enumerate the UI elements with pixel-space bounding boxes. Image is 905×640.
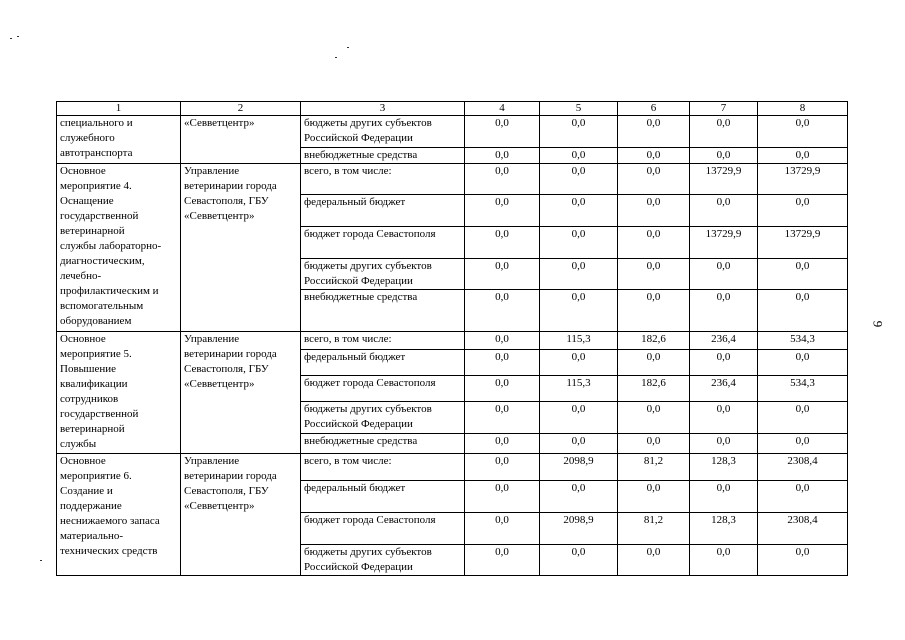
value-cell: 0,0 [758,290,848,332]
value-cell: 0,0 [758,148,848,164]
funding-source: всего, в том числе: [301,454,465,481]
event-name-line: Основное [60,165,106,177]
value-cell: 0,0 [618,481,690,513]
value-cell: 81,2 [618,454,690,481]
value-cell: 0,0 [618,402,690,434]
value-cell: 182,6 [618,332,690,350]
event-name [57,332,181,454]
value-cell: 2098,9 [540,513,618,545]
value-cell: 81,2 [618,513,690,545]
value-cell: 0,0 [465,481,540,513]
value-cell: 0,0 [690,434,758,454]
column-header: 3 [301,102,465,116]
column-header: 2 [181,102,301,116]
value-cell: 0,0 [540,259,618,290]
value-cell: 0,0 [540,227,618,259]
event-name [57,116,181,164]
value-cell: 13729,9 [758,227,848,259]
event-name-line: оборудованием [60,315,132,327]
page-number: 9 [870,320,886,328]
funding-source: бюджет города Севастополя [301,513,465,545]
event-name-line: поддержание [60,500,122,512]
value-cell: 0,0 [618,259,690,290]
value-cell: 0,0 [690,116,758,148]
value-cell: 0,0 [465,227,540,259]
table-row [57,116,848,148]
scan-speck [335,57,337,58]
value-cell: 236,4 [690,332,758,350]
column-header: 5 [540,102,618,116]
value-cell: 0,0 [540,290,618,332]
event-name-line: неснижаемого запаса [60,515,160,527]
funding-source: бюджеты других субъектов Российской Федерации [301,545,465,576]
event-name-line: диагностическим, [60,255,145,267]
executor [181,164,301,332]
event-name [57,454,181,576]
event-name-line: Основное [60,333,106,345]
event-name-line: автотранспорта [60,147,133,159]
value-cell: 0,0 [758,434,848,454]
value-cell: 0,0 [758,481,848,513]
executor-line: «Севветцентр» [184,210,255,222]
executor: «Севветцентр» [181,116,301,164]
value-cell: 0,0 [540,545,618,576]
value-cell: 0,0 [690,350,758,376]
value-cell: 0,0 [690,545,758,576]
event-name-line: специального и [60,117,133,129]
event-name-line: ветеринарной [60,225,125,237]
executor-line: Севастополя, ГБУ [184,195,269,207]
executor-line: ветеринарии города [184,180,277,192]
value-cell: 0,0 [540,350,618,376]
executor-line: Управление [184,165,240,177]
event-name [57,164,181,332]
value-cell: 2098,9 [540,454,618,481]
value-cell: 0,0 [758,116,848,148]
value-cell: 0,0 [540,481,618,513]
value-cell: 128,3 [690,513,758,545]
value-cell: 0,0 [690,481,758,513]
value-cell: 0,0 [618,227,690,259]
value-cell: 0,0 [618,290,690,332]
value-cell: 0,0 [465,376,540,402]
event-name-line: службы [60,438,97,450]
executor [181,332,301,454]
event-name-line: государственной [60,210,139,222]
value-cell: 0,0 [465,434,540,454]
value-cell: 115,3 [540,332,618,350]
value-cell: 13729,9 [758,164,848,195]
value-cell: 0,0 [465,454,540,481]
value-cell: 0,0 [465,259,540,290]
scan-speck [347,47,349,48]
value-cell: 0,0 [540,116,618,148]
event-name-line: профилактическим и [60,285,159,297]
value-cell: 0,0 [540,148,618,164]
executor [181,454,301,576]
funding-source: федеральный бюджет [301,350,465,376]
table-row [57,164,848,195]
value-cell: 0,0 [758,259,848,290]
value-cell: 0,0 [758,402,848,434]
value-cell: 0,0 [540,402,618,434]
value-cell: 2308,4 [758,454,848,481]
value-cell: 13729,9 [690,227,758,259]
event-name-line: вспомогательным [60,300,144,312]
event-name-line: сотрудников [60,393,119,405]
event-name-line: Повышение [60,363,117,375]
event-name-line: лечебно- [60,270,102,282]
value-cell: 0,0 [618,545,690,576]
column-header: 8 [758,102,848,116]
table-row [57,454,848,481]
value-cell: 0,0 [618,116,690,148]
scan-speck [10,38,12,39]
funding-source: бюджеты других субъектов Российской Федерации [301,116,465,148]
funding-source: бюджеты других субъектов Российской Федерации [301,259,465,290]
value-cell: 0,0 [465,116,540,148]
event-name-line: государственной [60,408,139,420]
value-cell: 236,4 [690,376,758,402]
scan-speck [40,560,42,561]
event-name-line: мероприятие 5. [60,348,132,360]
value-cell: 0,0 [690,402,758,434]
value-cell: 0,0 [618,164,690,195]
value-cell: 0,0 [618,434,690,454]
value-cell: 0,0 [618,195,690,227]
event-name-line: служебного [60,132,115,144]
value-cell: 0,0 [465,545,540,576]
value-cell: 0,0 [465,513,540,545]
column-header: 1 [57,102,181,116]
value-cell: 0,0 [465,332,540,350]
funding-source: бюджет города Севастополя [301,376,465,402]
scan-speck [17,36,19,37]
value-cell: 0,0 [540,164,618,195]
executor-line: «Севветцентр» [184,500,255,512]
executor-line: Управление [184,455,240,467]
table-row [57,332,848,350]
budget-table [56,101,848,576]
event-name-line: ветеринарной [60,423,125,435]
value-cell: 0,0 [465,290,540,332]
value-cell: 0,0 [540,434,618,454]
funding-source: федеральный бюджет [301,481,465,513]
executor-line: Севастополя, ГБУ [184,363,269,375]
value-cell: 0,0 [618,350,690,376]
column-header: 7 [690,102,758,116]
value-cell: 0,0 [465,148,540,164]
value-cell: 534,3 [758,376,848,402]
funding-source: внебюджетные средства [301,148,465,164]
value-cell: 0,0 [465,164,540,195]
value-cell: 128,3 [690,454,758,481]
event-name-line: Оснащение [60,195,114,207]
funding-source: бюджеты других субъектов Российской Федерации [301,402,465,434]
funding-source: бюджет города Севастополя [301,227,465,259]
executor-line: ветеринарии города [184,348,277,360]
executor-line: Севастополя, ГБУ [184,485,269,497]
value-cell: 0,0 [465,402,540,434]
funding-source: федеральный бюджет [301,195,465,227]
event-name-line: технических средств [60,545,158,557]
event-name-line: Создание и [60,485,113,497]
value-cell: 0,0 [618,148,690,164]
executor-line: «Севветцентр» [184,378,255,390]
value-cell: 0,0 [690,259,758,290]
value-cell: 0,0 [690,290,758,332]
value-cell: 0,0 [465,350,540,376]
event-name-line: квалификации [60,378,128,390]
value-cell: 115,3 [540,376,618,402]
value-cell: 0,0 [758,545,848,576]
funding-source: внебюджетные средства [301,434,465,454]
value-cell: 0,0 [540,195,618,227]
funding-source: внебюджетные средства [301,290,465,332]
executor-line: ветеринарии города [184,470,277,482]
value-cell: 182,6 [618,376,690,402]
funding-source: всего, в том числе: [301,332,465,350]
event-name-line: мероприятие 4. [60,180,132,192]
event-name-line: мероприятие 6. [60,470,132,482]
value-cell: 2308,4 [758,513,848,545]
value-cell: 0,0 [758,350,848,376]
event-name-line: материально- [60,530,124,542]
value-cell: 0,0 [758,195,848,227]
column-header: 6 [618,102,690,116]
value-cell: 0,0 [690,148,758,164]
funding-source: всего, в том числе: [301,164,465,195]
value-cell: 13729,9 [690,164,758,195]
value-cell: 534,3 [758,332,848,350]
event-name-line: службы лабораторно- [60,240,162,252]
header-row [57,102,848,116]
column-header: 4 [465,102,540,116]
value-cell: 0,0 [690,195,758,227]
table-body [57,116,848,576]
value-cell: 0,0 [465,195,540,227]
executor-line: Управление [184,333,240,345]
event-name-line: Основное [60,455,106,467]
